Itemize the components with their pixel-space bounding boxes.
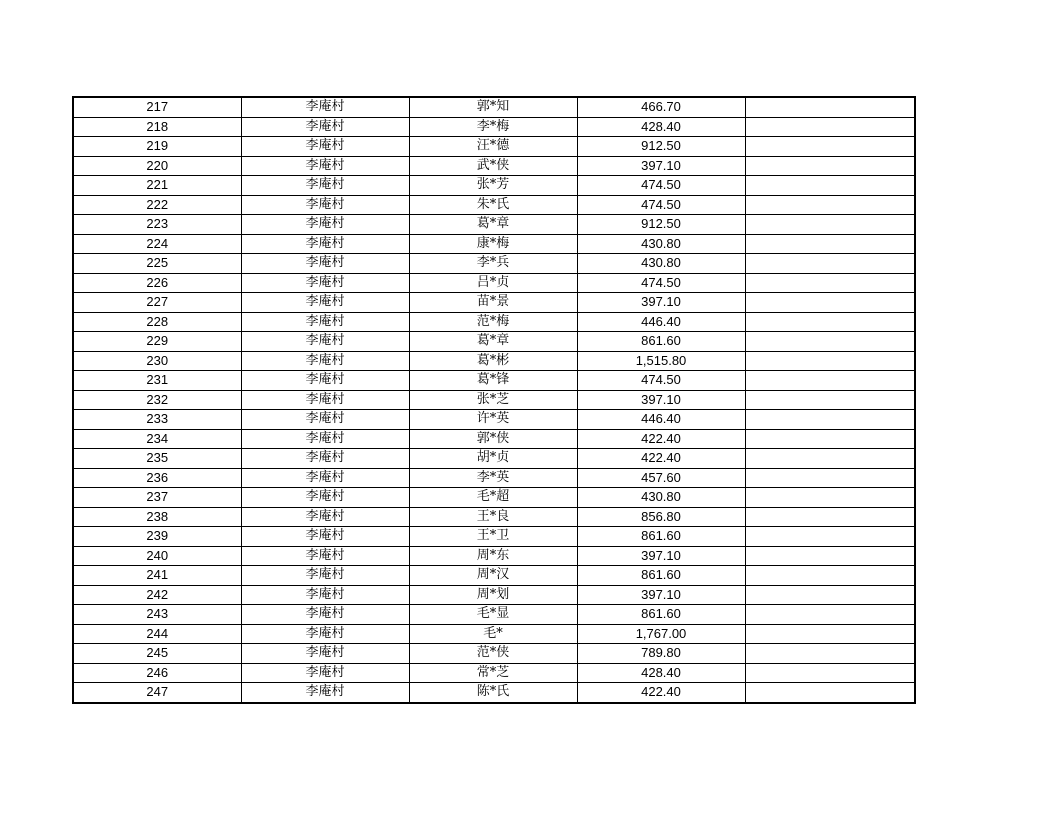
table-row bbox=[73, 527, 915, 547]
table-row bbox=[73, 215, 915, 235]
row-number-cell: 237 bbox=[73, 488, 241, 508]
amount-cell: 397.10 bbox=[577, 390, 745, 410]
table-row bbox=[73, 176, 915, 196]
name-cell: 李*梅 bbox=[409, 117, 577, 137]
note-cell bbox=[745, 429, 915, 449]
table-row bbox=[73, 566, 915, 586]
note-cell bbox=[745, 410, 915, 430]
name-cell: 葛*章 bbox=[409, 332, 577, 352]
village-cell: 李庵村 bbox=[241, 351, 409, 371]
table-row bbox=[73, 663, 915, 683]
village-cell: 李庵村 bbox=[241, 117, 409, 137]
table-row bbox=[73, 624, 915, 644]
amount-cell: 446.40 bbox=[577, 312, 745, 332]
village-cell: 李庵村 bbox=[241, 156, 409, 176]
row-number-cell: 239 bbox=[73, 527, 241, 547]
row-number-cell: 217 bbox=[73, 97, 241, 117]
amount-cell: 474.50 bbox=[577, 371, 745, 391]
name-cell: 胡*贞 bbox=[409, 449, 577, 469]
village-cell: 李庵村 bbox=[241, 644, 409, 664]
amount-cell: 1,767.00 bbox=[577, 624, 745, 644]
name-cell: 王*良 bbox=[409, 507, 577, 527]
name-cell: 常*芝 bbox=[409, 663, 577, 683]
name-cell: 吕*贞 bbox=[409, 273, 577, 293]
name-cell: 王*卫 bbox=[409, 527, 577, 547]
table-body bbox=[73, 97, 915, 703]
village-cell: 李庵村 bbox=[241, 234, 409, 254]
table-row bbox=[73, 97, 915, 117]
table-row bbox=[73, 390, 915, 410]
note-cell bbox=[745, 683, 915, 703]
row-number-cell: 219 bbox=[73, 137, 241, 157]
village-cell: 李庵村 bbox=[241, 605, 409, 625]
row-number-cell: 229 bbox=[73, 332, 241, 352]
table-row bbox=[73, 273, 915, 293]
amount-cell: 422.40 bbox=[577, 449, 745, 469]
village-cell: 李庵村 bbox=[241, 546, 409, 566]
note-cell bbox=[745, 566, 915, 586]
table-row bbox=[73, 351, 915, 371]
note-cell bbox=[745, 605, 915, 625]
amount-cell: 912.50 bbox=[577, 215, 745, 235]
row-number-cell: 244 bbox=[73, 624, 241, 644]
table-row bbox=[73, 507, 915, 527]
amount-cell: 446.40 bbox=[577, 410, 745, 430]
name-cell: 毛* bbox=[409, 624, 577, 644]
row-number-cell: 243 bbox=[73, 605, 241, 625]
note-cell bbox=[745, 663, 915, 683]
note-cell bbox=[745, 468, 915, 488]
row-number-cell: 230 bbox=[73, 351, 241, 371]
table-row bbox=[73, 488, 915, 508]
amount-cell: 1,515.80 bbox=[577, 351, 745, 371]
note-cell bbox=[745, 585, 915, 605]
row-number-cell: 247 bbox=[73, 683, 241, 703]
note-cell bbox=[745, 117, 915, 137]
row-number-cell: 226 bbox=[73, 273, 241, 293]
amount-cell: 474.50 bbox=[577, 195, 745, 215]
note-cell bbox=[745, 215, 915, 235]
amount-cell: 861.60 bbox=[577, 332, 745, 352]
note-cell bbox=[745, 273, 915, 293]
amount-cell: 474.50 bbox=[577, 273, 745, 293]
table-row bbox=[73, 312, 915, 332]
name-cell: 李*英 bbox=[409, 468, 577, 488]
name-cell: 毛*超 bbox=[409, 488, 577, 508]
table-row bbox=[73, 449, 915, 469]
table-row bbox=[73, 585, 915, 605]
village-cell: 李庵村 bbox=[241, 97, 409, 117]
amount-cell: 422.40 bbox=[577, 683, 745, 703]
row-number-cell: 242 bbox=[73, 585, 241, 605]
table-row bbox=[73, 605, 915, 625]
note-cell bbox=[745, 507, 915, 527]
table-row bbox=[73, 293, 915, 313]
table-row bbox=[73, 137, 915, 157]
village-cell: 李庵村 bbox=[241, 137, 409, 157]
name-cell: 张*芳 bbox=[409, 176, 577, 196]
row-number-cell: 245 bbox=[73, 644, 241, 664]
village-cell: 李庵村 bbox=[241, 624, 409, 644]
note-cell bbox=[745, 156, 915, 176]
amount-cell: 861.60 bbox=[577, 527, 745, 547]
amount-cell: 466.70 bbox=[577, 97, 745, 117]
note-cell bbox=[745, 97, 915, 117]
name-cell: 苗*景 bbox=[409, 293, 577, 313]
name-cell: 范*侠 bbox=[409, 644, 577, 664]
name-cell: 周*东 bbox=[409, 546, 577, 566]
village-cell: 李庵村 bbox=[241, 449, 409, 469]
name-cell: 武*侠 bbox=[409, 156, 577, 176]
village-cell: 李庵村 bbox=[241, 312, 409, 332]
table-row bbox=[73, 156, 915, 176]
row-number-cell: 222 bbox=[73, 195, 241, 215]
row-number-cell: 221 bbox=[73, 176, 241, 196]
table-row bbox=[73, 117, 915, 137]
spreadsheet-page bbox=[72, 96, 914, 704]
amount-cell: 397.10 bbox=[577, 293, 745, 313]
name-cell: 葛*锋 bbox=[409, 371, 577, 391]
note-cell bbox=[745, 351, 915, 371]
table-row bbox=[73, 371, 915, 391]
name-cell: 葛*彬 bbox=[409, 351, 577, 371]
row-number-cell: 220 bbox=[73, 156, 241, 176]
table-row bbox=[73, 429, 915, 449]
village-cell: 李庵村 bbox=[241, 332, 409, 352]
note-cell bbox=[745, 449, 915, 469]
name-cell: 许*英 bbox=[409, 410, 577, 430]
row-number-cell: 236 bbox=[73, 468, 241, 488]
amount-cell: 789.80 bbox=[577, 644, 745, 664]
amount-cell: 397.10 bbox=[577, 546, 745, 566]
village-cell: 李庵村 bbox=[241, 507, 409, 527]
table-row bbox=[73, 644, 915, 664]
table-row bbox=[73, 683, 915, 703]
name-cell: 朱*氏 bbox=[409, 195, 577, 215]
name-cell: 毛*显 bbox=[409, 605, 577, 625]
note-cell bbox=[745, 176, 915, 196]
table-row bbox=[73, 234, 915, 254]
row-number-cell: 218 bbox=[73, 117, 241, 137]
village-cell: 李庵村 bbox=[241, 215, 409, 235]
village-cell: 李庵村 bbox=[241, 254, 409, 274]
row-number-cell: 228 bbox=[73, 312, 241, 332]
note-cell bbox=[745, 546, 915, 566]
amount-cell: 428.40 bbox=[577, 117, 745, 137]
amount-cell: 430.80 bbox=[577, 254, 745, 274]
name-cell: 周*划 bbox=[409, 585, 577, 605]
name-cell: 葛*章 bbox=[409, 215, 577, 235]
village-cell: 李庵村 bbox=[241, 371, 409, 391]
note-cell bbox=[745, 312, 915, 332]
note-cell bbox=[745, 137, 915, 157]
amount-cell: 397.10 bbox=[577, 585, 745, 605]
name-cell: 张*芝 bbox=[409, 390, 577, 410]
name-cell: 范*梅 bbox=[409, 312, 577, 332]
note-cell bbox=[745, 195, 915, 215]
village-cell: 李庵村 bbox=[241, 585, 409, 605]
row-number-cell: 223 bbox=[73, 215, 241, 235]
note-cell bbox=[745, 332, 915, 352]
village-cell: 李庵村 bbox=[241, 390, 409, 410]
row-number-cell: 241 bbox=[73, 566, 241, 586]
village-cell: 李庵村 bbox=[241, 566, 409, 586]
name-cell: 周*汉 bbox=[409, 566, 577, 586]
row-number-cell: 224 bbox=[73, 234, 241, 254]
amount-cell: 422.40 bbox=[577, 429, 745, 449]
village-cell: 李庵村 bbox=[241, 195, 409, 215]
table-row bbox=[73, 468, 915, 488]
name-cell: 汪*德 bbox=[409, 137, 577, 157]
village-cell: 李庵村 bbox=[241, 429, 409, 449]
village-cell: 李庵村 bbox=[241, 663, 409, 683]
row-number-cell: 235 bbox=[73, 449, 241, 469]
table-row bbox=[73, 254, 915, 274]
table-row bbox=[73, 332, 915, 352]
row-number-cell: 238 bbox=[73, 507, 241, 527]
village-cell: 李庵村 bbox=[241, 488, 409, 508]
amount-cell: 457.60 bbox=[577, 468, 745, 488]
village-cell: 李庵村 bbox=[241, 683, 409, 703]
village-cell: 李庵村 bbox=[241, 293, 409, 313]
amount-cell: 428.40 bbox=[577, 663, 745, 683]
name-cell: 陈*氏 bbox=[409, 683, 577, 703]
village-cell: 李庵村 bbox=[241, 527, 409, 547]
amount-cell: 912.50 bbox=[577, 137, 745, 157]
note-cell bbox=[745, 371, 915, 391]
note-cell bbox=[745, 293, 915, 313]
note-cell bbox=[745, 254, 915, 274]
name-cell: 郭*知 bbox=[409, 97, 577, 117]
note-cell bbox=[745, 390, 915, 410]
note-cell bbox=[745, 234, 915, 254]
name-cell: 李*兵 bbox=[409, 254, 577, 274]
village-cell: 李庵村 bbox=[241, 176, 409, 196]
amount-cell: 861.60 bbox=[577, 566, 745, 586]
name-cell: 康*梅 bbox=[409, 234, 577, 254]
table-row bbox=[73, 410, 915, 430]
row-number-cell: 233 bbox=[73, 410, 241, 430]
note-cell bbox=[745, 644, 915, 664]
village-cell: 李庵村 bbox=[241, 468, 409, 488]
table-row bbox=[73, 195, 915, 215]
amount-cell: 861.60 bbox=[577, 605, 745, 625]
table-row bbox=[73, 546, 915, 566]
village-cell: 李庵村 bbox=[241, 273, 409, 293]
amount-cell: 397.10 bbox=[577, 156, 745, 176]
amount-cell: 856.80 bbox=[577, 507, 745, 527]
village-cell: 李庵村 bbox=[241, 410, 409, 430]
row-number-cell: 234 bbox=[73, 429, 241, 449]
note-cell bbox=[745, 488, 915, 508]
row-number-cell: 231 bbox=[73, 371, 241, 391]
row-number-cell: 232 bbox=[73, 390, 241, 410]
row-number-cell: 227 bbox=[73, 293, 241, 313]
data-table bbox=[72, 96, 916, 704]
amount-cell: 430.80 bbox=[577, 488, 745, 508]
name-cell: 郭*侠 bbox=[409, 429, 577, 449]
row-number-cell: 240 bbox=[73, 546, 241, 566]
amount-cell: 430.80 bbox=[577, 234, 745, 254]
note-cell bbox=[745, 527, 915, 547]
note-cell bbox=[745, 624, 915, 644]
row-number-cell: 225 bbox=[73, 254, 241, 274]
row-number-cell: 246 bbox=[73, 663, 241, 683]
amount-cell: 474.50 bbox=[577, 176, 745, 196]
